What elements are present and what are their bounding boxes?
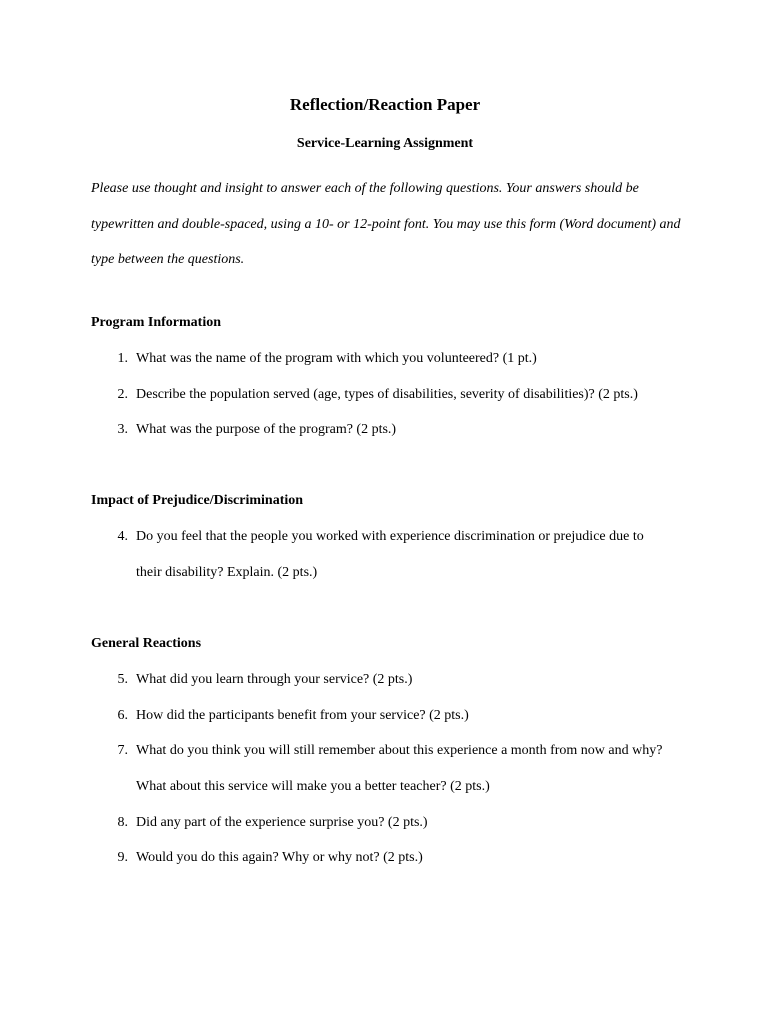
question-number: 5. <box>117 672 128 687</box>
question-text: Would you do this again? Why or why not? (2 pts.) <box>136 850 423 865</box>
question-text: What did you learn through your service? (2 pts.) <box>136 672 413 687</box>
question-number: 6. <box>117 708 128 723</box>
question-item <box>112 840 692 876</box>
question-number: 7. <box>117 743 128 758</box>
question-item <box>112 412 692 448</box>
question-text: Did any part of the experience surprise you? (2 pts.) <box>136 815 428 830</box>
question-text: How did the participants benefit from your service? (2 pts.) <box>136 708 469 723</box>
section-heading-general-reactions: General Reactions <box>91 636 202 651</box>
question-item <box>112 662 692 698</box>
question-number: 8. <box>117 815 128 830</box>
page-title: Reflection/Reaction Paper <box>289 95 481 114</box>
instructions-paragraph: Please use thought and insight to answer each of the following questions. Your answers should be typewritten and double-spaced, using a 10- or 12-point font. You may use this form (Word document) and type between the questions. <box>91 181 681 267</box>
question-item <box>112 698 692 734</box>
section-heading-program-information: Program Information <box>91 315 221 330</box>
question-item <box>112 341 692 377</box>
question-text: What do you think you will still remember about this experience a month from now and why? What about this service will make you a better teacher? (2 pts.) <box>136 743 663 794</box>
page-subtitle: Service-Learning Assignment <box>296 136 474 151</box>
question-text: Describe the population served (age, types of disabilities, severity of disabilities)? (2 pts.) <box>136 387 638 402</box>
question-text: What was the name of the program with which you volunteered? (1 pt.) <box>136 351 537 366</box>
question-item <box>112 377 692 413</box>
question-number: 9. <box>117 850 128 865</box>
section-heading-impact-of-prejudice: Impact of Prejudice/Discrimination <box>91 493 304 508</box>
question-number: 3. <box>117 422 128 437</box>
question-text: Do you feel that the people you worked with experience discrimination or prejudice due to their disability? Explain. (2 pts.) <box>136 529 644 580</box>
question-item <box>112 733 677 805</box>
question-item <box>112 519 672 591</box>
question-item <box>112 805 692 841</box>
question-text: What was the purpose of the program? (2 pts.) <box>136 422 397 437</box>
question-number: 4. <box>117 529 128 544</box>
question-number: 1. <box>117 351 128 366</box>
question-number: 2. <box>117 387 128 402</box>
